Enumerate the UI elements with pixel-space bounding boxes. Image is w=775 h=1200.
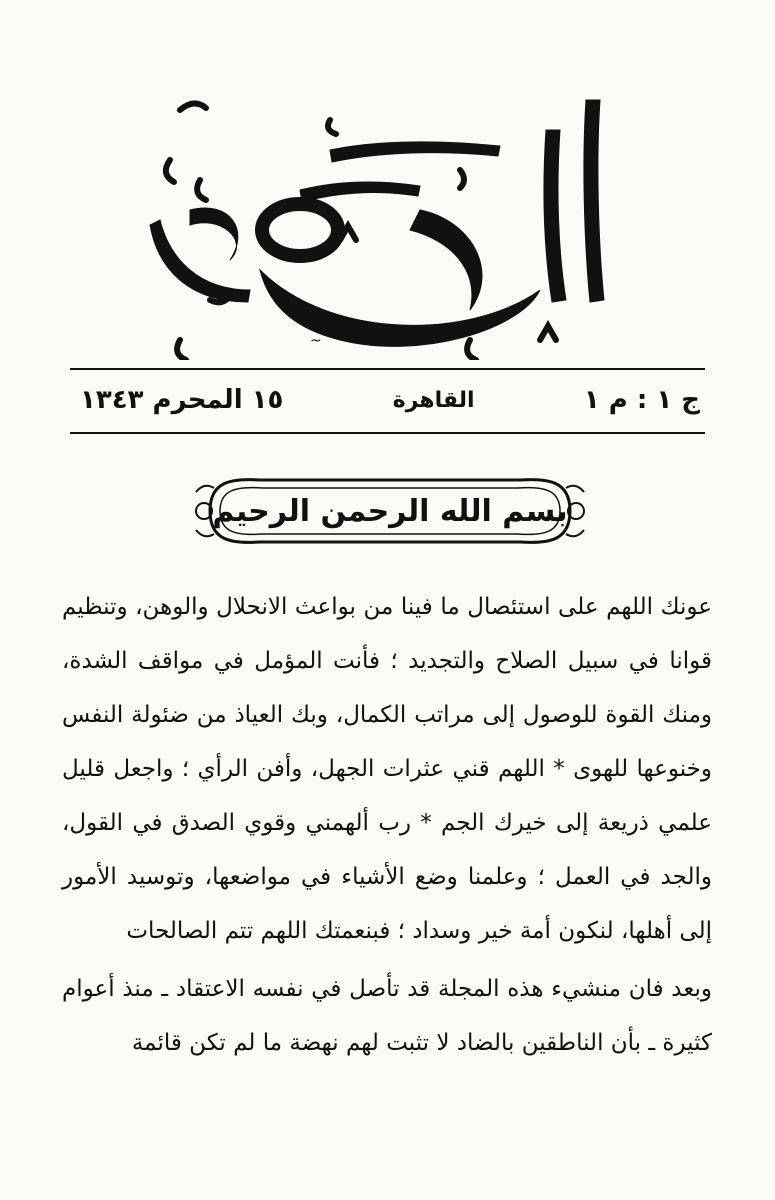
basmala: بسم الله الرحمن الرحيم	[212, 493, 568, 529]
issue-date: ١٥ المحرم ١٣٤٣	[80, 385, 284, 415]
paragraph-1: عونك اللهم على استئصال ما فينا من بواعث الانحلال والوهن، وتنظيم قوانا في سبيل الصلاح والتجديد ؛ فأنت المؤمل في مواقف الشدة، ومنك القوة للوصول إلى مراتب الكمال، وبك العياذ من ضئولة النفس وخنوعها للهوى * اللهم قني عثرات الجهل، وأفن الرأي ؛ واجعل قليل علمي ذريعة إلى خيرك الجم * رب ألهمني وقوي الصدق في القول، والجد في العمل ؛ وعلمنا وضع الأشياء في مواضعها، وتوسيد الأمور إلى أهلها، لنكون أمة خير وسداد ؛ فبنعمتك اللهم تتم الصالحات	[62, 594, 712, 944]
publication-city: القاهرة	[392, 387, 475, 413]
masthead-signature: ~	[310, 333, 322, 349]
volume-number: ج ١ : م ١	[583, 385, 700, 415]
masthead	[0, 40, 775, 360]
article-body	[62, 580, 712, 1070]
bottom-rule	[70, 432, 705, 434]
issue-line	[80, 372, 700, 428]
top-rule	[70, 368, 705, 370]
paragraph-2: وبعد فان منشيء هذه المجلة قد تأصل في نفسه الاعتقاد ـ منذ أعوام كثيرة ـ بأن الناطقين بالضاد لا تثبت لهم نهضة ما لم تكن قائمة	[62, 976, 712, 1056]
masthead-calligraphy	[0, 40, 775, 360]
basmala-cartouche	[190, 472, 590, 550]
